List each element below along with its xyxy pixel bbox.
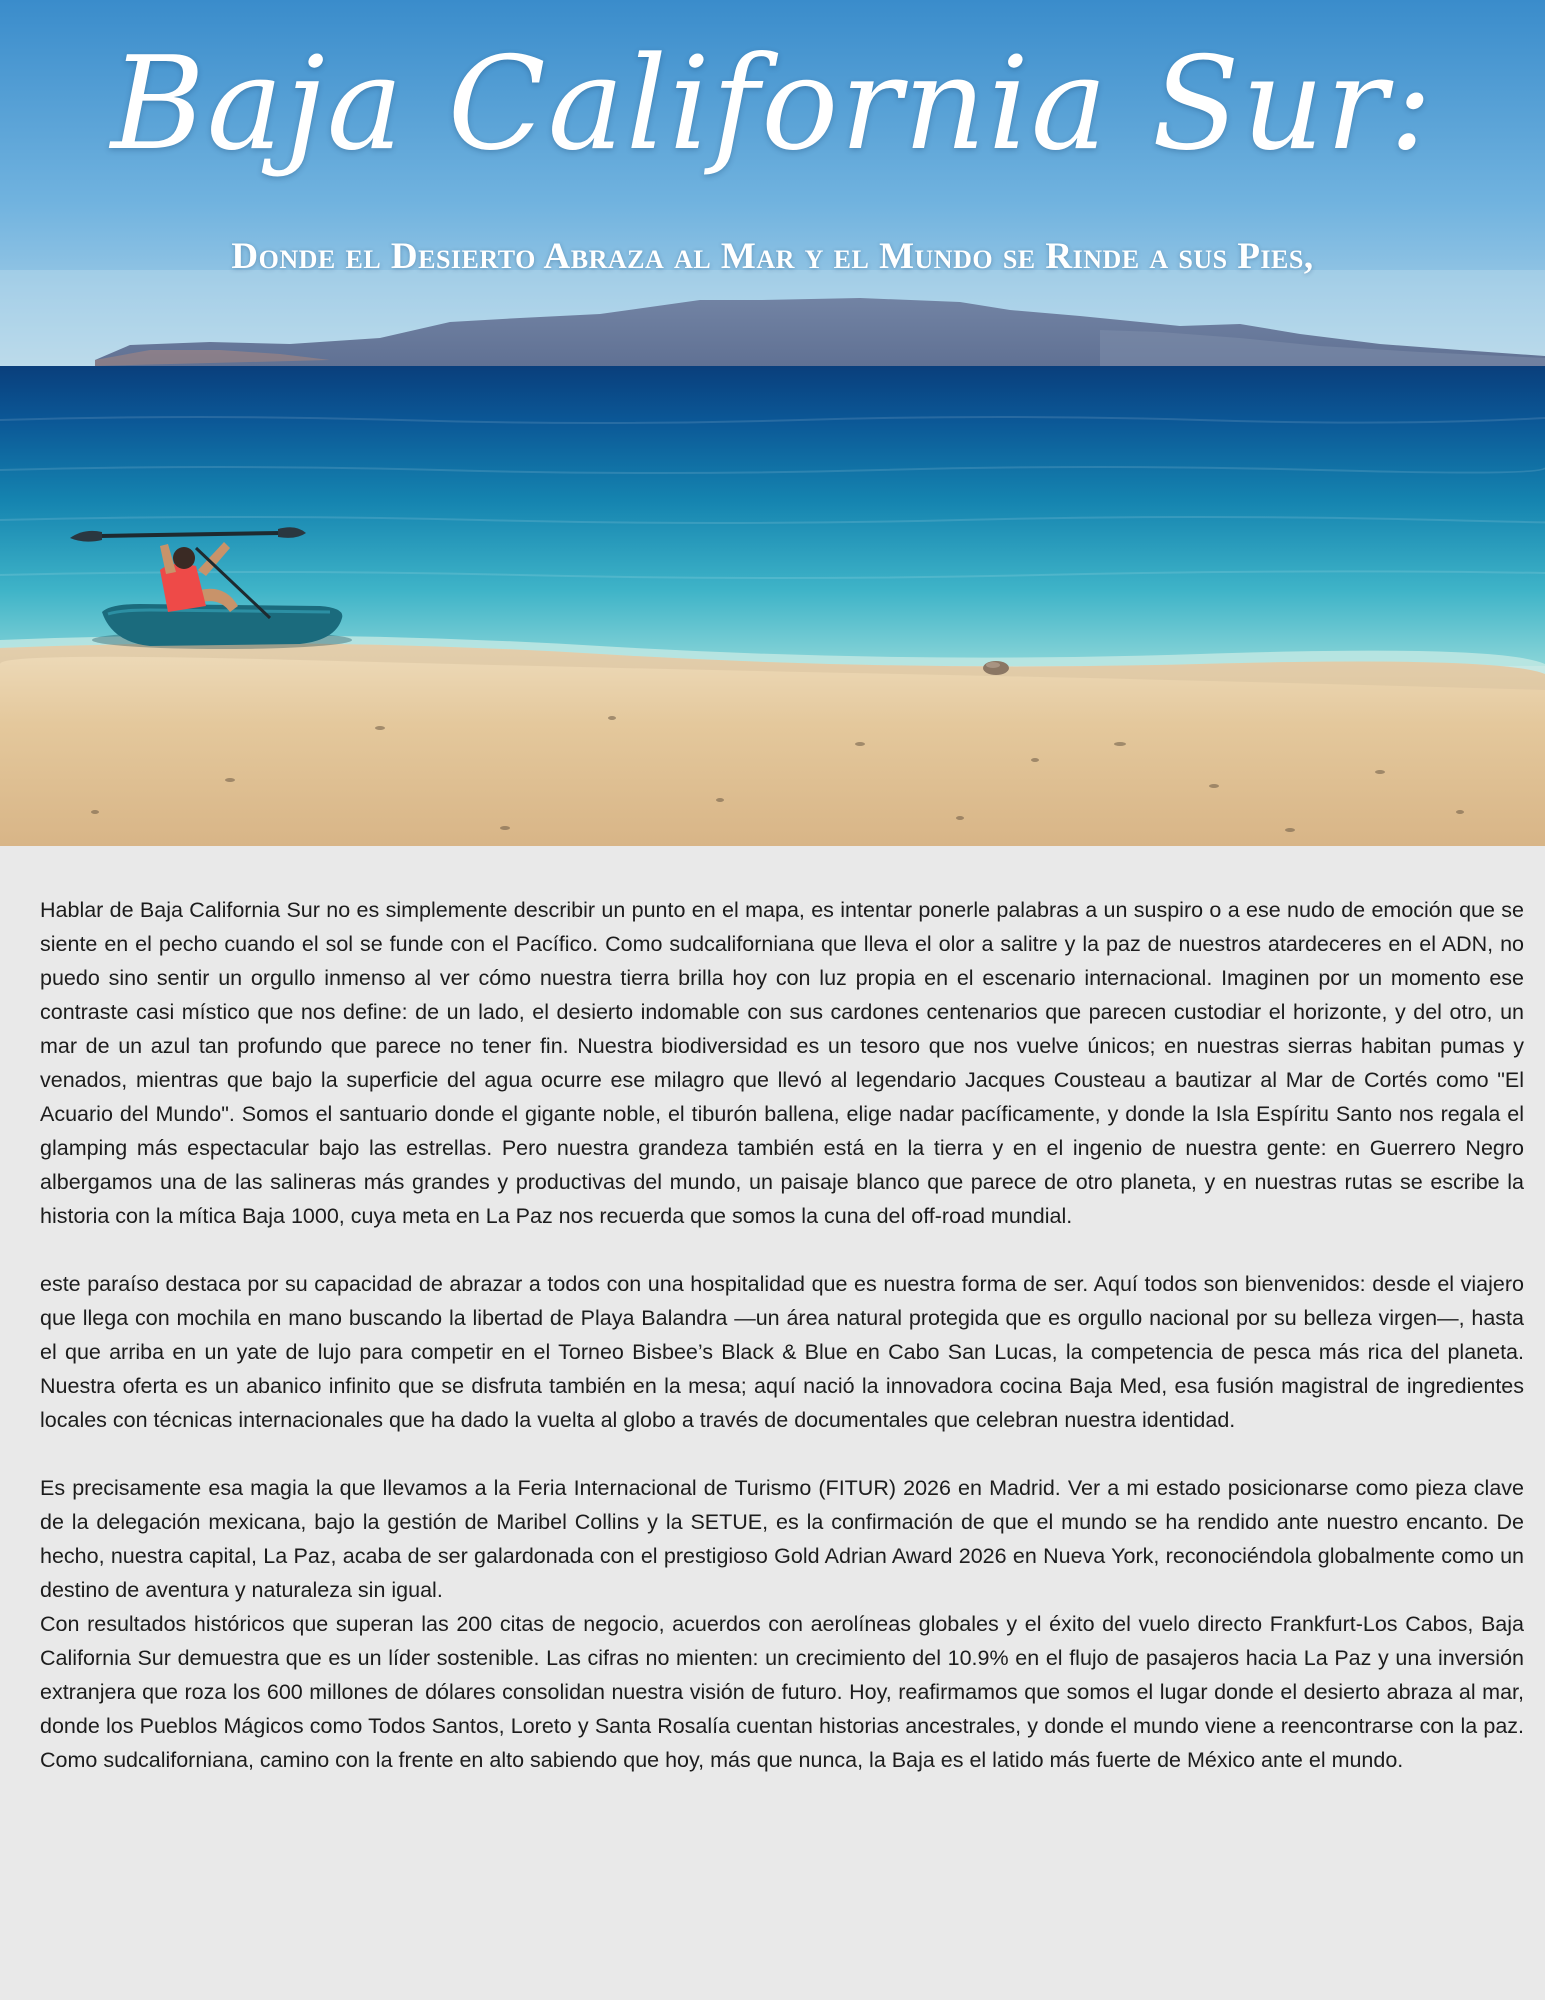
article-paragraph-3: Es precisamente esa magia la que llevamos a la Feria Internacional de Turismo (FITUR) 2026 en Madrid. Ver a mi estado posicionarse como pieza clave de la delegación mexicana, bajo la gestión de Maribel Collins y la SETUE, es la confirmación de que el mundo se ha rendido ante nuestro encanto. De hecho, nuestra capital, La Paz, acaba de ser galardonada con el prestigioso Gold Adrian Award 2026 en Nueva York, reconociéndola globalmente como un destino de aventura y naturaleza sin igual. xyxy=(40,1476,1524,1602)
article-paragraph-4: Con resultados históricos que superan las 200 citas de negocio, acuerdos con aerolíneas globales y el éxito del vuelo directo Frankfurt-Los Cabos, Baja California Sur demuestra que es un líder sostenible. Las cifras no mienten: un crecimiento del 10.9% en el flujo de pasajeros hacia La Paz y una inversión extranjera que roza los 600 millones de dólares consolidan nuestra visión de futuro. Hoy, reafirmamos que somos el lugar donde el desierto abraza al mar, donde los Pueblos Mágicos como Todos Santos, Loreto y Santa Rosalía cuentan historias ancestrales, y donde el mundo viene a reencontrarse con la paz. Como sudcaliforniana, camino con la frente en alto sabiendo que hoy, más que nunca, la Baja es el latido más fuerte de México ante el mundo. xyxy=(40,1612,1524,1772)
article-paragraph-1: Hablar de Baja California Sur no es simplemente describir un punto en el mapa, es intentar ponerle palabras a un suspiro o a ese nudo de emoción que se siente en el pecho cuando el sol se funde con el Pacífico. Como sudcaliforniana que lleva el olor a salitre y la paz de nuestros atardeceres en el ADN, no puedo sino sentir un orgullo inmenso al ver cómo nuestra tierra brilla hoy con luz propia en el escenario internacional. Imaginen por un momento ese contraste casi místico que nos define: de un lado, el desierto indomable con sus cardones centenarios que parecen custodiar el horizonte, y del otro, un mar de un azul tan profundo que parece no tener fin. Nuestra biodiversidad es un tesoro que nos vuelve únicos; en nuestras sierras habitan pumas y venados, mientras que bajo la superficie del agua ocurre ese milagro que llevó al legendario Jacques Cousteau a bautizar al Mar de Cortés como "El Acuario del Mundo". Somos el santuario donde el gigante noble, el tiburón ballena, elige nadar pacíficamente, y donde la Isla Espíritu Santo nos regala el glamping más espectacular bajo las estrellas. Pero nuestra grandeza también está en la tierra y en el ingenio de nuestra gente: en Guerrero Negro albergamos una de las salineras más grandes y productivas del mundo, un paisaje blanco que parece de otro planeta, y en nuestras rutas se escribe la historia con la mítica Baja 1000, cuya meta en La Paz nos recuerda que somos la cuna del off-road mundial. xyxy=(40,898,1524,1228)
hero-banner xyxy=(0,0,1545,846)
article-body xyxy=(40,893,1524,1777)
hero-subtitle: Donde el Desierto Abraza al Mar y el Mundo se Rinde a sus Pies, xyxy=(231,236,1314,277)
hero-title: Baja California Sur: xyxy=(110,30,1435,179)
article-paragraph-2: este paraíso destaca por su capacidad de abrazar a todos con una hospitalidad que es nuestra forma de ser. Aquí todos son bienvenidos: desde el viajero que llega con mochila en mano buscando la libertad de Playa Balandra —un área natural protegida que es orgullo nacional por su belleza virgen—, hasta el que arriba en un yate de lujo para competir en el Torneo Bisbee’s Black & Blue en Cabo San Lucas, la competencia de pesca más rica del planeta. Nuestra oferta es un abanico infinito que se disfruta también en la mesa; aquí nació la innovadora cocina Baja Med, esa fusión magistral de ingredientes locales con técnicas internacionales que ha dado la vuelta al globo a través de documentales que celebran nuestra identidad. xyxy=(40,1272,1524,1432)
